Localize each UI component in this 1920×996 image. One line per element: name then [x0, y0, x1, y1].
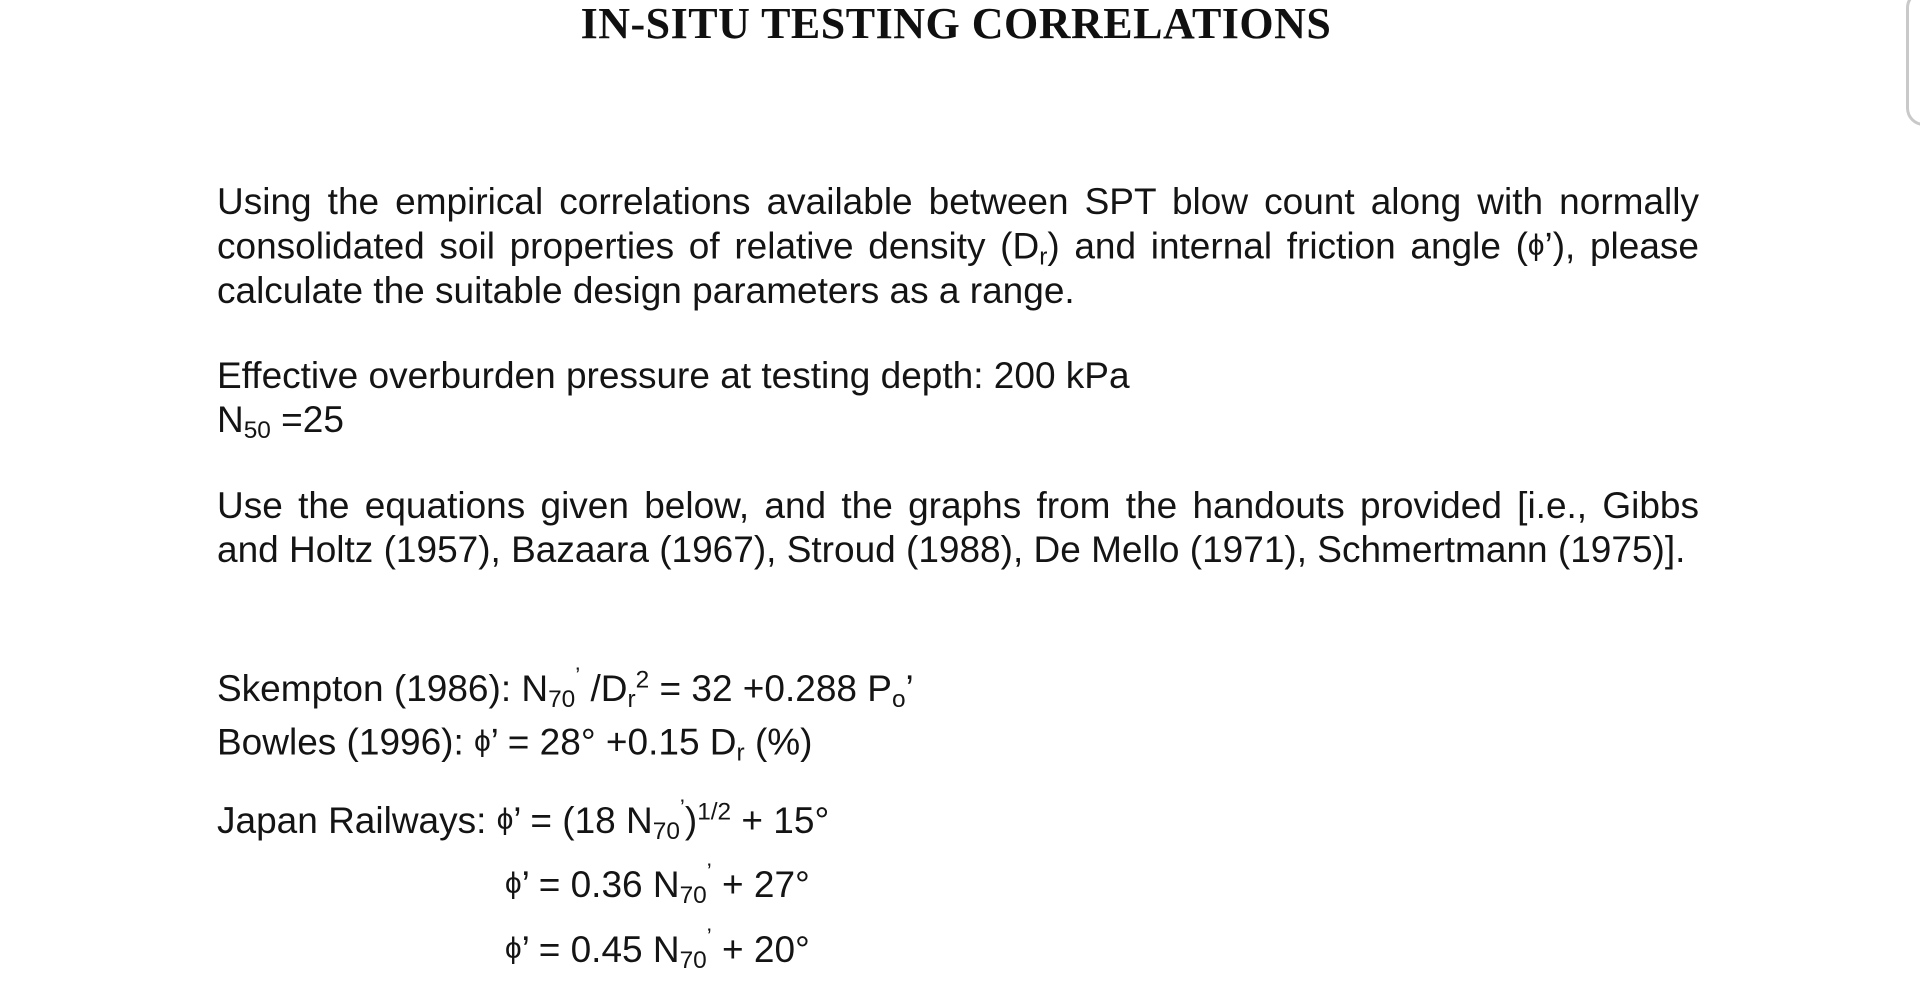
eq2-n-subscript: 70 [679, 881, 707, 909]
japan-prime: ’ [679, 795, 685, 820]
bowles-mid: ’ = 28° +0.15 D [490, 721, 737, 763]
equation-japan-railways-3 [505, 915, 810, 972]
skempton-label: Skempton (1986): N [217, 667, 549, 709]
skempton-p-subscript: o [891, 685, 906, 713]
eq2-mid: ’ = 0.36 N [521, 863, 680, 905]
japan-exponent: 1/2 [697, 798, 732, 826]
instructions-paragraph: Use the equations given below, and the graphs from the handouts provided [i.e., Gibbs and Holtz (1957), Bazaara (1967), Stroud (1988), De Mello (1971), Schmertmann (1975)]. [217, 485, 1699, 570]
page-title: IN-SITU TESTING CORRELATIONS [580, 0, 1332, 48]
eq2-phi: ϕ [505, 867, 522, 901]
bowles-d-subscript: r [736, 739, 745, 767]
intro-text-1: Using the empirical correlations available between SPT blow count along with normally consolidated soil properties of relative density (D [217, 181, 1699, 267]
eq3-end: + 20° [711, 928, 810, 970]
japan-end: + 15° [731, 799, 830, 841]
n50-number: =25 [270, 399, 344, 440]
intro-paragraph [217, 180, 1699, 313]
n50-subscript: 50 [243, 417, 271, 445]
skempton-prime: ’ [575, 663, 581, 688]
skempton-end: ’ [905, 667, 914, 709]
overburden-pressure: Effective overburden pressure at testing depth: 200 kPa [217, 355, 1130, 396]
eq2-prime: ’ [706, 859, 712, 884]
japan-label: Japan Railways: [217, 799, 497, 841]
eq3-n-subscript: 70 [679, 946, 707, 974]
intro-text-3: ’), please calculate the suitable design parameters as a range. [217, 225, 1699, 311]
scrollbar-edge[interactable] [1906, 0, 1920, 126]
equation-japan-railways-2 [505, 850, 810, 907]
eq3-phi: ϕ [505, 932, 522, 966]
japan-phi: ϕ [496, 803, 514, 837]
eq2-end: + 27° [711, 863, 810, 905]
japan-close: ) [684, 799, 698, 841]
equation-bowles [217, 720, 813, 765]
equation-skempton [217, 654, 914, 711]
japan-mid: ’ = (18 N [513, 799, 653, 841]
skempton-mid: /D [580, 667, 628, 709]
bowles-label: Bowles (1996): [217, 721, 475, 763]
japan-n-subscript: 70 [652, 817, 680, 845]
equation-japan-railways-1 [217, 786, 829, 843]
skempton-n-subscript: 70 [548, 685, 576, 713]
n50-value [217, 398, 344, 445]
bowles-end: (%) [744, 721, 813, 763]
phi-symbol: ϕ [1527, 229, 1545, 262]
n50-symbol: N [217, 399, 244, 440]
skempton-rhs: = 32 +0.288 P [649, 667, 892, 709]
eq3-mid: ’ = 0.45 N [521, 928, 680, 970]
intro-dr-subscript: r [1039, 243, 1048, 271]
intro-text-2: ) and internal friction angle ( [1047, 225, 1528, 267]
skempton-d-superscript: 2 [635, 666, 650, 694]
bowles-phi: ϕ [474, 725, 491, 758]
skempton-d-subscript: r [627, 685, 636, 713]
eq3-prime: ’ [706, 924, 712, 949]
